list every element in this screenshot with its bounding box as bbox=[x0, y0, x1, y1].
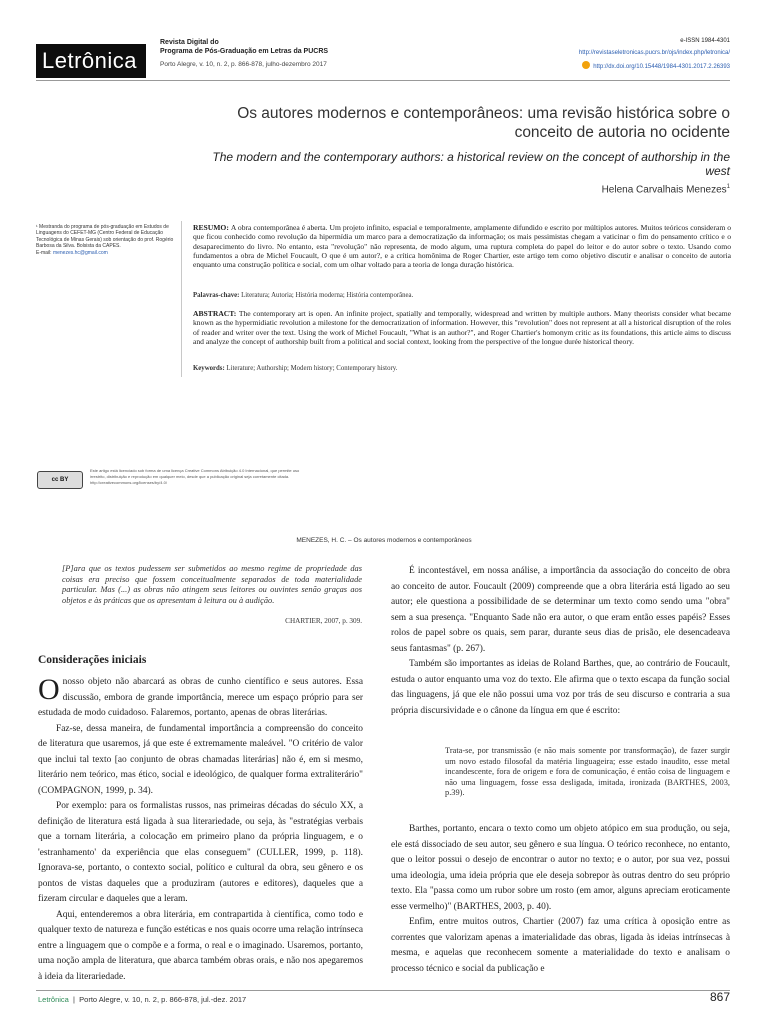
journal-logo: Letrônica bbox=[36, 44, 146, 78]
paragraph: Por exemplo: para os formalistas russos, nas primeiras décadas do século XX, a definição de literatura está ligada à sua literariedade, ou seja, às "estratégias verbais que a tornam literária, a colocação em primeiro plano da própria linguagem, e o 'estranhamento' da experiência que elas conseguem" (CULLER, 1999, p. 118). Ignorava-se, portanto, o contexto social, político e cultural da obra, seu gênero e os pontos de vistas daqueles que a produziram (autores e editores), daqueles que a fizeram circular e daqueles que a leram. bbox=[38, 801, 363, 904]
right-column-bottom bbox=[391, 822, 730, 977]
epigraph-quote: [P]ara que os textos pudessem ser submetidos ao mesmo regime de propriedade das coisas era preciso que fossem conceitualmente separados de toda materialidade particular. Mas (...) as obras não atingem seus leitores ou ouvintes senão graças aos objetos e às práticas que os apresentam à leitura ou à audição. bbox=[62, 564, 362, 605]
keywords-en-text: Literature; Authorship; Modern history; Contemporary history. bbox=[226, 365, 398, 372]
epigraph-citation: CHARTIER, 2007, p. 309. bbox=[285, 617, 362, 625]
paragraph: Também são importantes as ideias de Roland Barthes, que, ao contrário de Foucault, estuda o autor enquanto uma voz do texto. Ele afirma que o texto escapa da função social das linguagens, já que ele não possui uma voz por trás de seu discurso e contraria a sua própria discursividade e o cânone da língua em que é escrito: bbox=[391, 659, 730, 716]
doi-icon bbox=[582, 61, 590, 69]
journal-name-line1: Revista Digital do bbox=[160, 39, 219, 46]
resumo bbox=[193, 223, 731, 269]
left-column bbox=[38, 675, 363, 985]
keywords-pt-text: Literatura; Autoria; História moderna; História contemporânea. bbox=[241, 292, 414, 299]
footnote-email-label: E-mail: bbox=[36, 249, 53, 256]
drop-cap: O bbox=[38, 673, 60, 706]
journal-volume: Porto Alegre, v. 10, n. 2, p. 866-878, julho-dezembro 2017 bbox=[160, 61, 327, 68]
footer-divider bbox=[36, 990, 730, 991]
right-column-top bbox=[391, 564, 730, 719]
abstract-en bbox=[193, 309, 731, 346]
paragraph: Enfim, entre muitos outros, Chartier (2007) faz uma crítica à oposição entre as correntes que valorizam apenas a imaterialidade das obras, ligada às ideias intrínsecas à mesma, e aquelas que reconhecem somente a materialidade do texto e analisam o processo técnico e social da publicação e bbox=[391, 917, 730, 974]
footer-separator: | bbox=[73, 995, 75, 1004]
footer-brand: Letrônica bbox=[38, 995, 69, 1004]
footer-info bbox=[38, 995, 246, 1004]
keywords-pt-label: Palavras-chave: bbox=[193, 292, 242, 299]
keywords-en-label: Keywords: bbox=[193, 365, 227, 372]
abstract-text: The contemporary art is open. An infinite project, spatially and temporally, widespread and written by multiple authors. Many theorists consider what became known as the hypermidiatic revolution a milestone for the democratization of information. However, this "revolution" does not represent at all a historical disruption of the roles of reader and writer over the text. Using the work of Michel Foucault, "What is an author?", and Roger Chartier's homonym critic as its foundations, this article aims to discuss and analyze the concept of authorship built from a political and social context, looking from the perspective of the longue durée historical theory. bbox=[193, 309, 731, 346]
paragraph-text: nosso objeto não abarcará as obras de cunho científico e seus autores. Essa discussão, embora de grande importância, merece um espaço próprio para ser estudada de modo cuidadoso. Falaremos, portanto, apenas de obras literárias. bbox=[38, 677, 363, 718]
paragraph: É incontestável, em nossa análise, a importância da associação do conceito de obra ao conceito de autor. Foucault (2009) compreende que a obra literária está ligado ao seu autor; ele questiona a possibilidade de se determinar um texto como sendo uma "obra" sem a sua presença. "Enquanto Sade não era autor, o que eram então esses papéis? Esses rolos de papel sobre os quais, sem parar, durante seus dias de prisão, ele desencadeava seus fantasmas" (p. 267). bbox=[391, 566, 730, 654]
author-footnote bbox=[36, 224, 174, 256]
issn: e-ISSN 1984-4301 bbox=[680, 38, 730, 44]
footnote-text: ¹ Mestranda do programa de pós-graduação em Estudos de Linguagens do CEFET-MG (Centro Federal de Educação Tecnológica de Minas Gerais) sob orientação do prof. Rogério Barbosa da Silva. Bolsista da CAPES. bbox=[36, 224, 174, 250]
creative-commons-icon[interactable]: cc BY bbox=[37, 471, 83, 489]
section-heading: Considerações iniciais bbox=[38, 654, 147, 666]
block-quote: Trata-se, por transmissão (e não mais somente por transformação), de fazer surgir um novo estado filosofal da matéria linguageira; esse estado inaudito, esse metal incandescente, fora de origem e fora de comunicação, é então coisa de linguagem e não uma linguagem, fosse essa desligada, imitada, ironizada (BARTHES, 2003, p.39). bbox=[445, 746, 730, 798]
license-text: Este artigo está licenciado sob forma de uma licença Creative Commons Atribuição 4.0 Internacional, que permite uso irrestrito, distribuição e reprodução em qualquer meio, desde que a publicação original seja corretamente citada. http://creativecommons.org/licenses/by/4.0/ bbox=[90, 468, 300, 485]
doi-text[interactable]: http://dx.doi.org/10.15448/1984-4301.2017.2.26393 bbox=[593, 64, 730, 70]
resumo-text: A obra contemporânea é aberta. Um projeto infinito, espacial e temporalmente, amplamente difundido e escrito por múltiplos autores. Muitos teóricos consideram o que ficou conhecido como revolução da hipermídia um marco para a democratização da informação; os mais pessimistas chegam a vaticinar o fim do pensamento crítico e o desaparecimento do livro. No entanto, esta "revolução" não representa, de modo algum, uma ruptura completa do papel do leitor e do autor sobre o texto. Usando como fundamentos a obra de Michel Foucault, O que é um autor?, e a crítica homônima de Roger Chartier, este artigo tem como objetivo discutir e analisar o conceito de autoria enquanto uma construção política e social, com um olhar voltado para a teoria de longa duração histórica. bbox=[193, 223, 732, 270]
keywords-en bbox=[193, 365, 731, 373]
keywords-pt bbox=[193, 292, 731, 300]
paragraph: Faz-se, dessa maneira, de fundamental importância a compreensão do conceito de literatura que usaremos, já que este é extremamente maleável. "O critério de valor que inclui tal texto [ao conjunto de obras chamadas literárias] não é, em si mesmo, literário nem teórico, mas ético, social e ideológico, de qualquer forma extraliterário" (COMPAGNON, 1999, p. 34). bbox=[38, 723, 363, 796]
header-divider bbox=[36, 80, 730, 81]
paragraph: Barthes, portanto, encara o texto como um objeto atópico em sua produção, ou seja, ele está dissociado de seu autor, seu gênero e sua língua. O teórico reconhece, no entanto, que o leitor possui o desejo de encontrar o autor no texto; e o autor, por sua vez, possui uma ideologia, uma ideia própria que ele deseja sobrepor às outras dentro do seu próprio texto. Ela "passa como um rubor sobre um rosto (em amor, alguns apreciam eroticamente esse vermelho)" (BARTHES, 2003, p. 40). bbox=[391, 824, 730, 912]
article-title-en: The modern and the contemporary authors: a historical review on the concept of authorship in the west bbox=[212, 150, 730, 178]
paragraph: Aqui, entenderemos a obra literária, em contrapartida à científica, como todo e qualquer texto de natureza e função estéticas e nos quais ocorre uma relação intrínseca entre a linguagem que o compõe e a forma, o real e o imaginado. Usaremos, portanto, uma noção ampla de literatura, que abarca também obras orais, e não nos apegaremos à ideia da literariedade. bbox=[38, 909, 363, 982]
page-number: 867 bbox=[709, 990, 730, 1004]
footer-citation: Porto Alegre, v. 10, n. 2, p. 866-878, jul.-dez. 2017 bbox=[79, 995, 247, 1004]
journal-name bbox=[160, 38, 420, 56]
article-title: Os autores modernos e contemporâneos: uma revisão histórica sobre o conceito de autoria no ocidente bbox=[237, 105, 730, 141]
author-name: Helena Carvalhais Menezes bbox=[601, 184, 727, 196]
running-head: MENEZES, H. C. – Os autores modernos e contemporâneos bbox=[296, 537, 472, 544]
author-footnote-marker: 1 bbox=[726, 184, 730, 190]
resumo-label: RESUMO: bbox=[193, 223, 231, 232]
journal-url-link[interactable]: http://revistaseletronicas.pucrs.br/ojs/index.php/letronica/ bbox=[578, 50, 730, 56]
paragraph bbox=[38, 675, 363, 722]
article-author bbox=[602, 184, 730, 195]
journal-name-line2: Programa de Pós-Graduação em Letras da PUCRS bbox=[160, 48, 329, 55]
doi-link[interactable] bbox=[582, 61, 730, 70]
abstract-divider bbox=[181, 221, 182, 377]
abstract-label: ABSTRACT: bbox=[193, 309, 239, 318]
footnote-email-link[interactable]: menezes.hc@gmail.com bbox=[52, 249, 108, 256]
